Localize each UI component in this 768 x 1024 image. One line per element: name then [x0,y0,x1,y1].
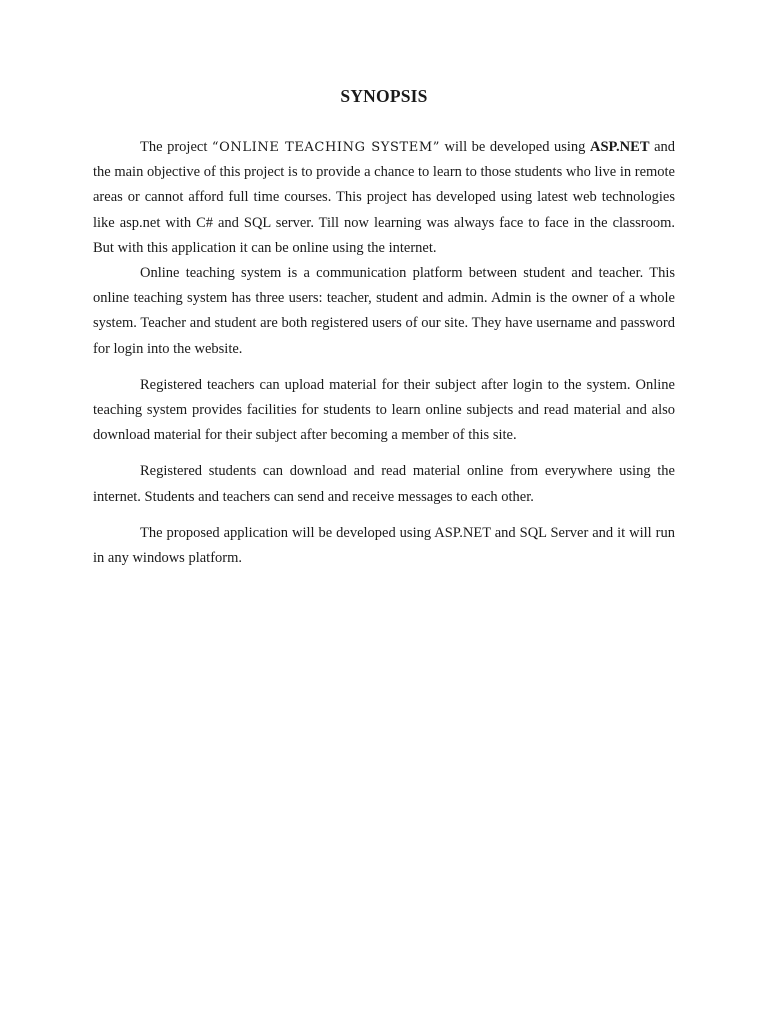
paragraph-users: Online teaching system is a communication platform between student and teacher. This online teaching system has three users: teacher, student and admin. Admin is the owner of a whole system. Teacher and student are both registered users of our site. They have username and password for login into the website. [93,265,675,357]
document-body [93,135,675,582]
technology-name: ASP.NET [590,139,650,155]
paragraph-intro [93,135,675,261]
paragraph-students: Registered students can download and read material online from everywhere using the internet. Students and teachers can send and receive messages to each other. [93,463,675,505]
paragraph-platform: The proposed application will be developed using ASP.NET and SQL Server and it will run in any windows platform. [93,524,675,567]
paragraph-teachers: Registered teachers can upload material for their subject after login to the system. Online teaching system provides facilities for students to learn online subjects and read material and also download material for their subject after becoming a member of this site. [93,376,675,444]
page-title: SYNOPSIS [340,86,428,106]
intro-rest: and the main objective of this project is to provide a chance to learn to those students who live in remote areas or cannot afford full time courses. This project has developed using latest web technologies like asp.net with C# and SQL server. Till now learning was always face to face in the classroom. But with this application it can be online using the internet. [93,139,676,256]
intro-lead: The project [140,139,212,155]
project-name: “ONLINE TEACHING SYSTEM” [211,140,440,155]
intro-middle: will be developed using [439,139,590,155]
